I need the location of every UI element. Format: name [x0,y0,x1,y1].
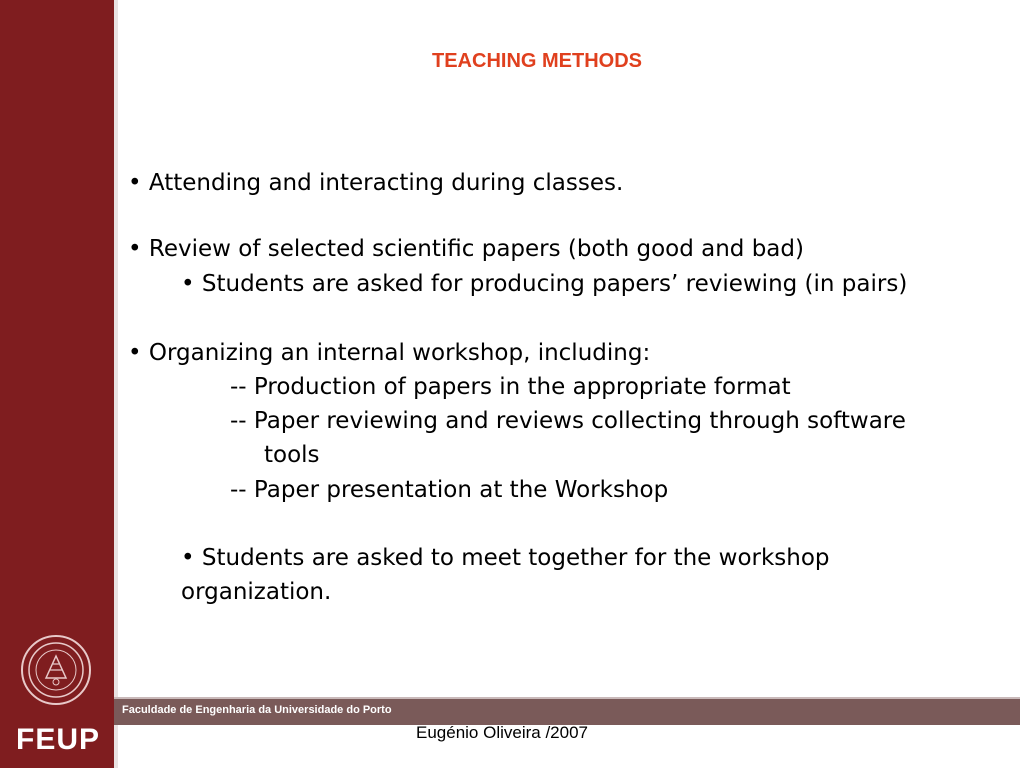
slide-title: TEACHING METHODS [432,50,642,72]
item-reviewing-cont: tools [264,442,320,468]
faculty-name: Faculdade de Engenharia da Universidade do Porto [122,704,392,716]
item-presentation: -- Paper presentation at the Workshop [230,477,669,503]
bullet-students-meet: • Students are asked to meet together for the workshop [181,545,830,571]
footer-band [114,697,1020,725]
author-credit: Eugénio Oliveira /2007 [416,723,589,742]
university-seal-icon [20,634,92,706]
bullet-students-meet-cont: organization. [181,579,332,605]
item-production: -- Production of papers in the appropriate format [230,374,791,400]
sidebar-divider [114,0,118,768]
bullet-organizing: • Organizing an internal workshop, including: [128,340,651,366]
bullet-attending: • Attending and interacting during classes. [128,170,624,196]
feup-logo-text: FEUP [16,723,101,756]
item-reviewing: -- Paper reviewing and reviews collecting through software [230,408,906,434]
bullet-review: • Review of selected scientific papers (both good and bad) [128,236,804,262]
subbullet-students-reviewing: • Students are asked for producing papers’ reviewing (in pairs) [181,271,908,297]
